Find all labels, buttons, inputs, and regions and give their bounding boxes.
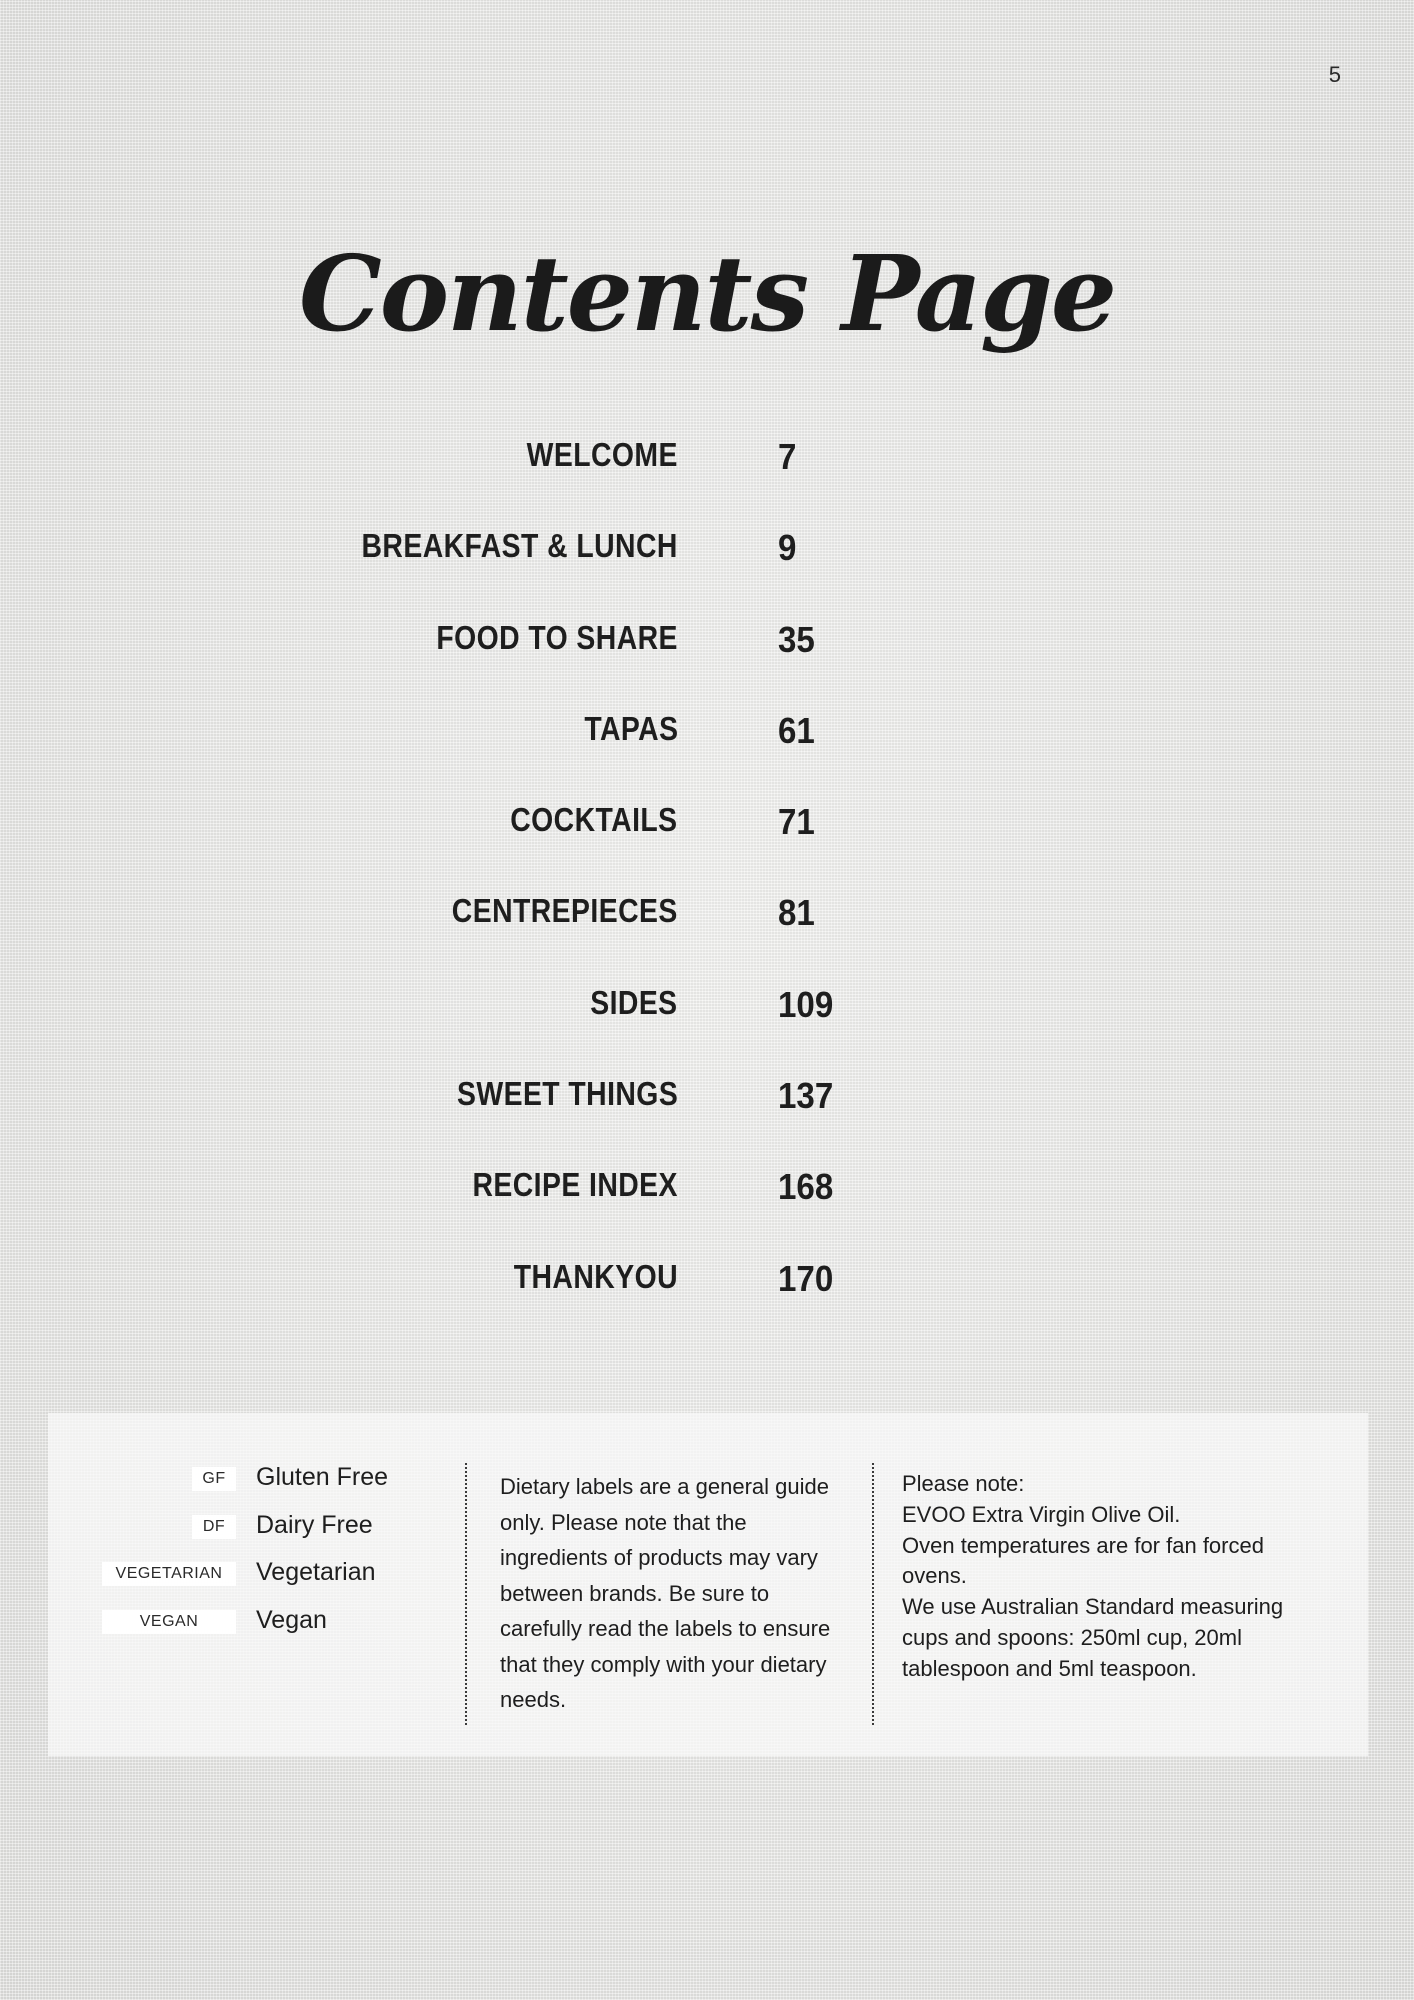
toc-entry-label: TAPAS (583, 709, 678, 747)
vegan-badge: VEGAN (102, 1610, 236, 1634)
toc-entry-thankyou[interactable] (0, 1248, 1414, 1339)
dotted-divider (465, 1463, 467, 1725)
general-notes (902, 1469, 1332, 1685)
dietary-legend (48, 1463, 448, 1653)
toc-entry-page: 35 (778, 618, 815, 660)
toc-entry-sweet-things[interactable] (0, 1065, 1414, 1156)
note-heading: Please note: (902, 1471, 1025, 1496)
dotted-divider (872, 1463, 874, 1725)
note-line: EVOO Extra Virgin Olive Oil. (902, 1501, 1181, 1527)
vegetarian-badge: VEGETARIAN (102, 1562, 236, 1586)
info-panel (48, 1413, 1368, 1756)
legend-item-vegan (48, 1606, 448, 1654)
toc-entry-label: WELCOME (526, 436, 678, 473)
legend-label: Vegan (256, 1605, 327, 1634)
toc-entry-label: COCKTAILS (510, 801, 678, 839)
page-title: Contents Page (298, 232, 1116, 355)
toc-entry-label: SWEET THINGS (456, 1075, 678, 1113)
legend-item-vegetarian (48, 1558, 448, 1606)
table-of-contents (0, 426, 1414, 1339)
toc-entry-page: 61 (778, 709, 815, 751)
legend-item-dairy-free (48, 1511, 448, 1559)
toc-entry-food-to-share[interactable] (0, 609, 1414, 700)
toc-entry-recipe-index[interactable] (0, 1156, 1414, 1247)
toc-entry-sides[interactable] (0, 974, 1414, 1065)
toc-entry-page: 109 (778, 983, 834, 1025)
toc-entry-page: 168 (778, 1166, 834, 1208)
toc-entry-breakfast-lunch[interactable] (0, 517, 1414, 608)
gf-badge: GF (192, 1467, 236, 1491)
df-badge: DF (192, 1515, 236, 1539)
toc-entry-centrepieces[interactable] (0, 882, 1414, 973)
page-number: 5 (1328, 62, 1341, 87)
toc-entry-page: 170 (778, 1257, 834, 1299)
toc-entry-label: BREAKFAST & LUNCH (361, 527, 678, 565)
toc-entry-tapas[interactable] (0, 700, 1414, 791)
toc-entry-label: FOOD TO SHARE (436, 618, 678, 656)
toc-entry-label: SIDES (590, 983, 678, 1021)
toc-entry-label: RECIPE INDEX (472, 1166, 678, 1204)
toc-entry-label: CENTREPIECES (452, 892, 678, 930)
legend-item-gluten-free (48, 1463, 448, 1511)
toc-entry-page: 137 (778, 1075, 834, 1117)
toc-entry-label: THANKYOU (513, 1257, 678, 1295)
legend-label: Dairy Free (256, 1510, 373, 1539)
legend-label: Vegetarian (256, 1558, 376, 1586)
note-line: Oven temperatures are for fan forced ovens. (902, 1532, 1264, 1589)
toc-entry-page: 9 (778, 527, 797, 569)
toc-entry-page: 81 (778, 892, 815, 934)
toc-entry-page: 71 (778, 801, 815, 843)
dietary-disclaimer: Dietary labels are a general guide only. Please note that the ingredients of products may vary between brands. Be sure to carefully read the labels to ensure that they comply with your dietary needs. (500, 1474, 831, 1712)
legend-label: Gluten Free (256, 1463, 389, 1491)
toc-entry-cocktails[interactable] (0, 791, 1414, 882)
toc-entry-page: 7 (778, 436, 797, 477)
toc-entry-welcome[interactable] (0, 426, 1414, 517)
note-line: We use Australian Standard measuring cups and spoons: 250ml cup, 20ml tablespoon and 5ml teaspoon. (902, 1594, 1284, 1681)
